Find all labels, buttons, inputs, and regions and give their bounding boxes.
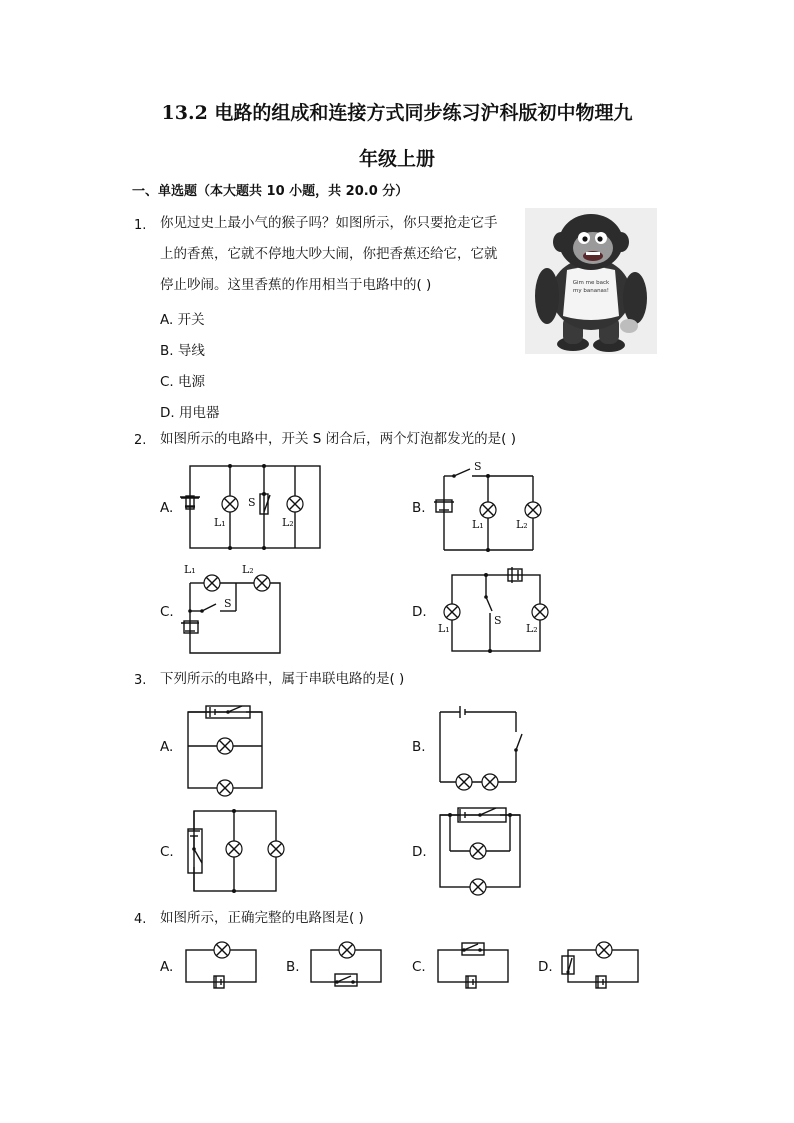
q4-label-d: D. bbox=[538, 959, 553, 975]
q2c-switch-label: S bbox=[224, 597, 232, 610]
q2b-lamp1-label: L₁ bbox=[472, 518, 484, 531]
q3-label-a: A. bbox=[160, 739, 174, 755]
q3-number: 3. bbox=[134, 673, 147, 688]
q3-text: 下列所示的电路中，属于串联电路的是( ) bbox=[160, 671, 405, 687]
q2c-lamp1-label: L₁ bbox=[184, 563, 196, 576]
q2d-lamp1-label: L₁ bbox=[438, 622, 450, 635]
q3-label-c: C. bbox=[160, 844, 174, 860]
shirt-text-line2: my bananas! bbox=[572, 288, 610, 294]
q4-label-a: A. bbox=[160, 959, 174, 975]
q2-circuit-c bbox=[180, 563, 290, 658]
q4-circuit-a bbox=[180, 938, 265, 990]
q2d-lamp2-label: L₂ bbox=[526, 622, 538, 635]
q2b-switch-label: S bbox=[474, 460, 482, 473]
q3-circuit-a bbox=[180, 702, 275, 797]
q3-circuit-c bbox=[180, 803, 290, 895]
q2d-switch-label: S bbox=[494, 614, 502, 627]
q1-option-a: A. 开关 bbox=[160, 312, 205, 328]
q4-number: 4. bbox=[134, 912, 147, 927]
q3-label-d: D. bbox=[412, 844, 427, 860]
q2-circuit-d bbox=[436, 567, 556, 657]
q2-label-c: C. bbox=[160, 604, 174, 620]
q4-circuit-c bbox=[432, 938, 517, 990]
document-title-line2: 年级上册 bbox=[358, 148, 435, 170]
q2c-lamp2-label: L₂ bbox=[242, 563, 254, 576]
q2b-lamp2-label: L₂ bbox=[516, 518, 528, 531]
shirt-text-line1: Gim me back bbox=[572, 280, 610, 286]
q3-circuit-d bbox=[432, 803, 532, 895]
q2-number: 2. bbox=[134, 433, 147, 448]
q2a-lamp1-label: L₁ bbox=[214, 516, 226, 529]
q2-circuit-b bbox=[432, 458, 552, 553]
q1-number: 1. bbox=[134, 218, 147, 233]
q4-label-b: B. bbox=[286, 959, 300, 975]
q2-label-d: D. bbox=[412, 604, 427, 620]
q2-label-b: B. bbox=[412, 500, 426, 516]
q2a-switch-label: S bbox=[248, 496, 256, 509]
q3-label-b: B. bbox=[412, 739, 426, 755]
document-title-line1: 13.2 电路的组成和连接方式同步练习沪科版初中物理九 bbox=[161, 102, 633, 124]
q1-option-c: C. 电源 bbox=[160, 374, 206, 390]
q2-label-a: A. bbox=[160, 500, 174, 516]
q2a-lamp2-label: L₂ bbox=[282, 516, 294, 529]
q1-text-line2: 上的香蕉，它就不停地大吵大闹，你把香蕉还给它，它就 bbox=[160, 246, 498, 262]
q1-option-b: B. 导线 bbox=[160, 343, 205, 359]
q2-circuit-a bbox=[180, 460, 330, 555]
monkey-toy-photo bbox=[525, 208, 657, 354]
monkey-toy-illustration bbox=[525, 208, 657, 354]
section-heading: 一、单选题（本大题共 10 小题，共 20.0 分） bbox=[132, 184, 409, 199]
q1-text-line1: 你见过史上最小气的猴子吗？如图所示，你只要抢走它手 bbox=[160, 215, 498, 231]
q1-text-line3: 停止吵闹。这里香蕉的作用相当于电路中的( ) bbox=[160, 277, 432, 293]
q3-circuit-b bbox=[432, 702, 532, 797]
q4-circuit-b bbox=[305, 938, 390, 990]
q1-option-d: D. 用电器 bbox=[160, 405, 220, 421]
q4-text: 如图所示，正确完整的电路图是( ) bbox=[160, 910, 364, 926]
q4-label-c: C. bbox=[412, 959, 426, 975]
q2-text: 如图所示的电路中，开关 S 闭合后，两个灯泡都发光的是( ) bbox=[160, 431, 516, 447]
q4-circuit-d bbox=[558, 938, 643, 990]
